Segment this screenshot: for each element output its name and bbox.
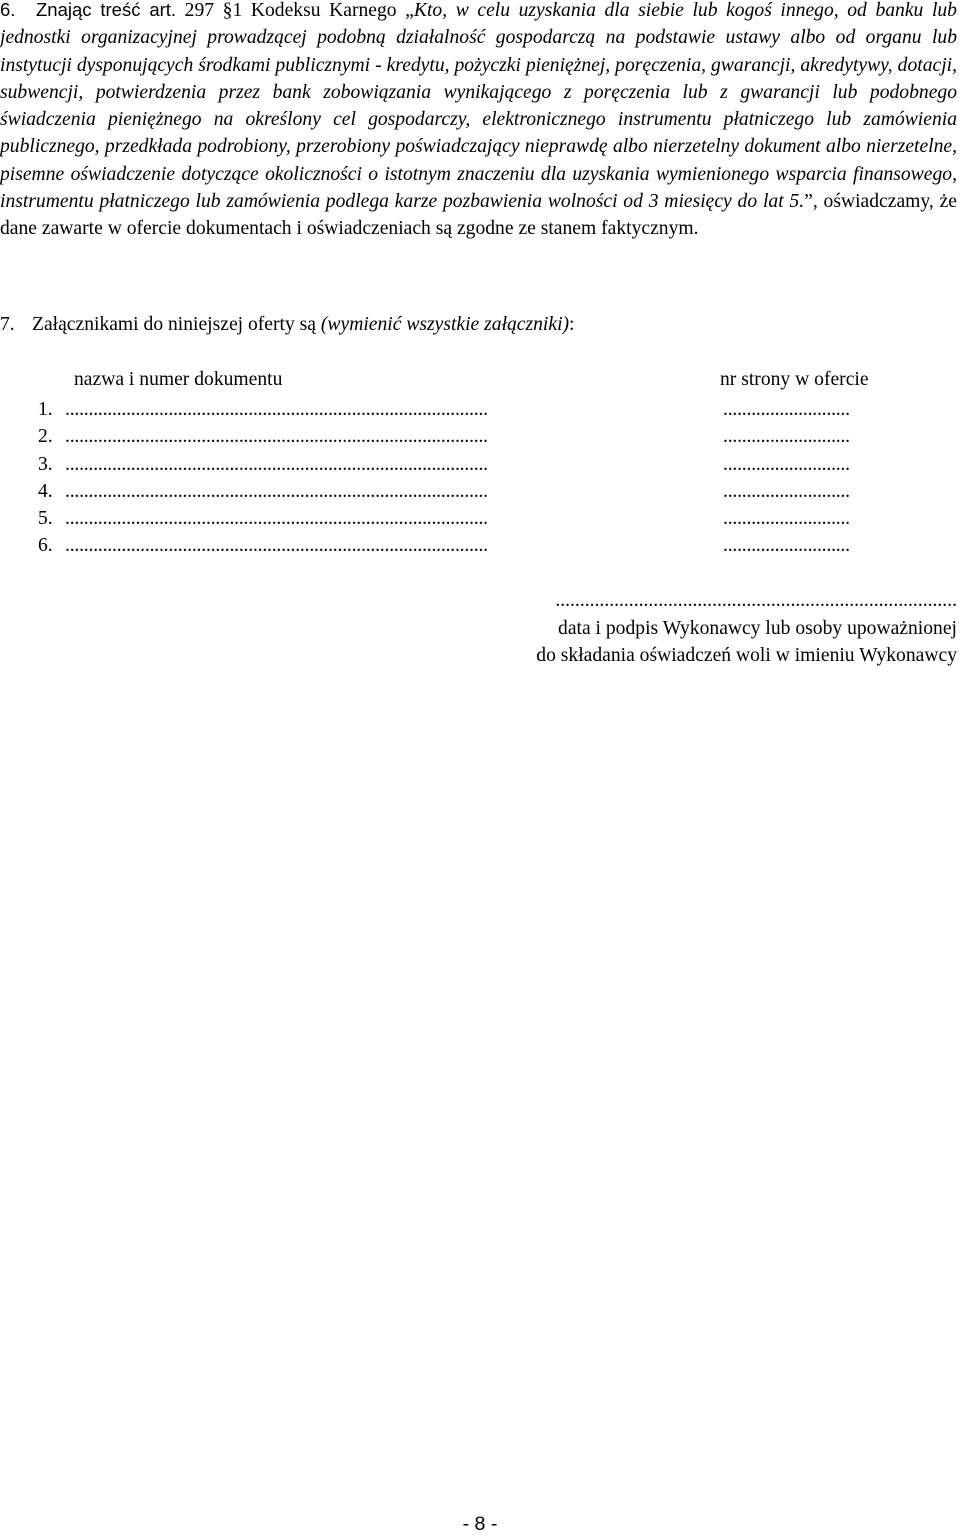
list-item: [38, 508, 908, 535]
section-7-colon: :: [569, 314, 575, 335]
item-number: 4.: [38, 480, 53, 502]
section-6-paragraph: [0, 0, 957, 243]
section-6-tail: ”, oświadczamy, że dane zawarte w ofercie dokumentach i oświadczeniach są zgodne ze stanem faktycznym.: [0, 191, 957, 240]
list-item: [38, 535, 908, 562]
attachments-list: [38, 369, 908, 563]
signature-caption-line-2: do składania oświadczeń woli w imieniu Wykonawcy: [536, 645, 957, 666]
signature-block: [536, 587, 957, 670]
page-number-field[interactable]: ...........................: [723, 508, 850, 530]
section-7-paragraph: [0, 311, 957, 338]
list-item: [38, 481, 908, 508]
section-7-number: 7.: [0, 314, 15, 335]
page-number-field[interactable]: ...........................: [723, 426, 850, 448]
item-number: 1.: [38, 399, 53, 420]
signature-caption-line-1: data i podpis Wykonawcy lub osoby upoważnionej: [558, 617, 957, 639]
document-name-field[interactable]: ..........................................................................................: [65, 399, 488, 420]
attachments-header: [38, 369, 908, 399]
signature-line[interactable]: ..................................................................................: [555, 590, 957, 611]
item-number: 5.: [38, 508, 53, 530]
section-6-number: 6.: [0, 0, 16, 20]
document-name-field[interactable]: ..........................................................................................: [65, 535, 488, 557]
document-name-field[interactable]: ..........................................................................................: [65, 480, 488, 502]
section-6-lead: Znając treść art.: [36, 0, 177, 20]
section-6-lead-ref: 297 §1 Kodeksu Karnego „: [176, 0, 414, 21]
section-7-italic: (wymienić wszystkie załączniki): [320, 314, 570, 335]
item-number: 3.: [38, 453, 53, 475]
document-name-field[interactable]: ..........................................................................................: [65, 453, 488, 475]
list-item: [38, 454, 908, 481]
list-item: [38, 426, 908, 453]
list-item: [38, 399, 908, 426]
section-7-text: Załącznikami do niniejszej oferty są: [32, 314, 321, 335]
document-name-field[interactable]: ..........................................................................................: [65, 508, 488, 530]
document-name-field[interactable]: ..........................................................................................: [65, 426, 488, 448]
item-number: 6.: [38, 535, 53, 557]
page-number-field[interactable]: ...........................: [723, 480, 850, 502]
page-number: - 8 -: [462, 1513, 498, 1535]
page-number-field[interactable]: ...........................: [723, 453, 850, 475]
header-page-number: nr strony w ofercie: [720, 369, 869, 390]
item-number: 2.: [38, 426, 53, 448]
section-6-quote: Kto, w celu uzyskania dla siebie lub kogoś innego, od banku lub jednostki organizacyjnej prowadzącej podobną działalność gospodarczą na podstawie ustawy albo od organu lub instytucji dysponujących środkami publicznymi - kredytu, pożyczki pieniężnej, poręczenia, gwarancji, akredytywy, dotacji, subwencji, potwierdzenia przez bank zobowiązania wynikającego z poręczenia lub z gwarancji lub podobnego świadczenia pieniężnego na określony cel gospodarczy, elektronicznego instrumentu płatniczego lub zamówienia publicznego, przedkłada podrobiony, przerobiony poświadczający nieprawdę albo nierzetelny dokument albo nierzetelne, pisemne oświadczenie dotyczące okoliczności o istotnym znaczeniu dla uzyskania wymienionego wsparcia finansowego, instrumentu płatniczego lub zamówienia podlega karze pozbawienia wolności od 3 miesięcy do lat 5.: [0, 0, 957, 213]
page-number-field[interactable]: ...........................: [723, 399, 850, 420]
page-number-field[interactable]: ...........................: [723, 535, 850, 557]
header-document-name: nazwa i numer dokumentu: [74, 369, 283, 390]
